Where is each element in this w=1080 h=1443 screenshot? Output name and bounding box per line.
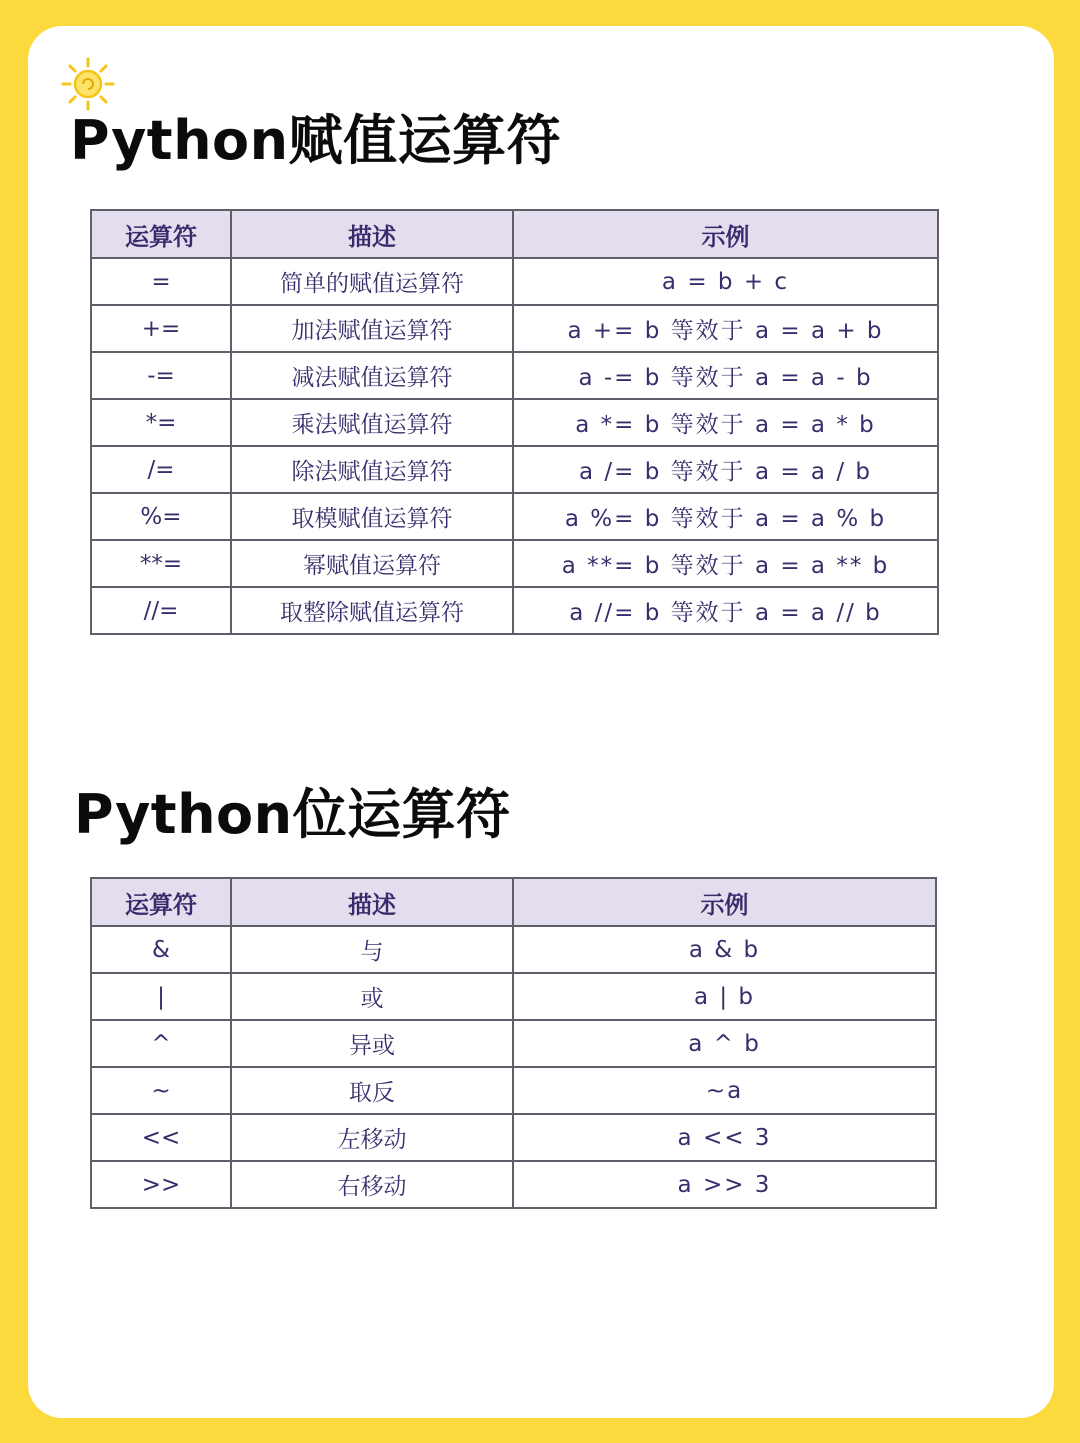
table-row <box>91 399 938 446</box>
operator-cell: >> <box>91 1161 231 1208</box>
table-row <box>91 258 938 305</box>
example-cell: a & b <box>513 926 936 973</box>
table-row <box>91 587 938 634</box>
table-row <box>91 1161 936 1208</box>
example-cell: a %= b 等效于 a = a % b <box>513 493 938 540</box>
example-cell: a **= b 等效于 a = a ** b <box>513 540 938 587</box>
table-row <box>91 446 938 493</box>
operator-cell: << <box>91 1114 231 1161</box>
example-cell: a << 3 <box>513 1114 936 1161</box>
example-cell: a | b <box>513 973 936 1020</box>
description-cell: 加法赋值运算符 <box>231 305 513 352</box>
table-header-row <box>91 210 938 258</box>
operator-cell: **= <box>91 540 231 587</box>
table-row <box>91 540 938 587</box>
example-cell: a -= b 等效于 a = a - b <box>513 352 938 399</box>
description-cell: 取整除赋值运算符 <box>231 587 513 634</box>
table-row <box>91 305 938 352</box>
example-cell: a = b + c <box>513 258 938 305</box>
table-row <box>91 1114 936 1161</box>
description-cell: 右移动 <box>231 1161 513 1208</box>
description-cell: 减法赋值运算符 <box>231 352 513 399</box>
description-cell: 除法赋值运算符 <box>231 446 513 493</box>
description-cell: 异或 <box>231 1020 513 1067</box>
example-cell: a >> 3 <box>513 1161 936 1208</box>
table-row <box>91 1067 936 1114</box>
operator-cell: | <box>91 973 231 1020</box>
operator-cell: //= <box>91 587 231 634</box>
table-row <box>91 1020 936 1067</box>
table-row <box>91 973 936 1020</box>
header-example: 示例 <box>513 878 936 926</box>
description-cell: 取反 <box>231 1067 513 1114</box>
description-cell: 左移动 <box>231 1114 513 1161</box>
operator-cell: -= <box>91 352 231 399</box>
section-title-assignment: Python赋值运算符 <box>70 109 562 172</box>
table-row <box>91 493 938 540</box>
description-cell: 简单的赋值运算符 <box>231 258 513 305</box>
operator-cell: ^ <box>91 1020 231 1067</box>
operator-cell: & <box>91 926 231 973</box>
example-cell: a /= b 等效于 a = a / b <box>513 446 938 493</box>
assignment-operators-table <box>90 209 939 635</box>
operator-cell: /= <box>91 446 231 493</box>
example-cell: a += b 等效于 a = a + b <box>513 305 938 352</box>
description-cell: 或 <box>231 973 513 1020</box>
table-row <box>91 352 938 399</box>
operator-cell: *= <box>91 399 231 446</box>
header-example: 示例 <box>513 210 938 258</box>
header-description: 描述 <box>231 878 513 926</box>
description-cell: 取模赋值运算符 <box>231 493 513 540</box>
header-operator: 运算符 <box>91 878 231 926</box>
section-title-bitwise: Python位运算符 <box>74 783 511 846</box>
header-operator: 运算符 <box>91 210 231 258</box>
table-row <box>91 926 936 973</box>
sun-icon <box>60 56 116 112</box>
operator-cell: %= <box>91 493 231 540</box>
table-header-row <box>91 878 936 926</box>
description-cell: 与 <box>231 926 513 973</box>
header-description: 描述 <box>231 210 513 258</box>
operator-cell: ~ <box>91 1067 231 1114</box>
example-cell: a *= b 等效于 a = a * b <box>513 399 938 446</box>
description-cell: 乘法赋值运算符 <box>231 399 513 446</box>
description-cell: 幂赋值运算符 <box>231 540 513 587</box>
bitwise-operators-table <box>90 877 937 1209</box>
operator-cell: = <box>91 258 231 305</box>
example-cell: a //= b 等效于 a = a // b <box>513 587 938 634</box>
example-cell: a ^ b <box>513 1020 936 1067</box>
operator-cell: += <box>91 305 231 352</box>
example-cell: ~a <box>513 1067 936 1114</box>
